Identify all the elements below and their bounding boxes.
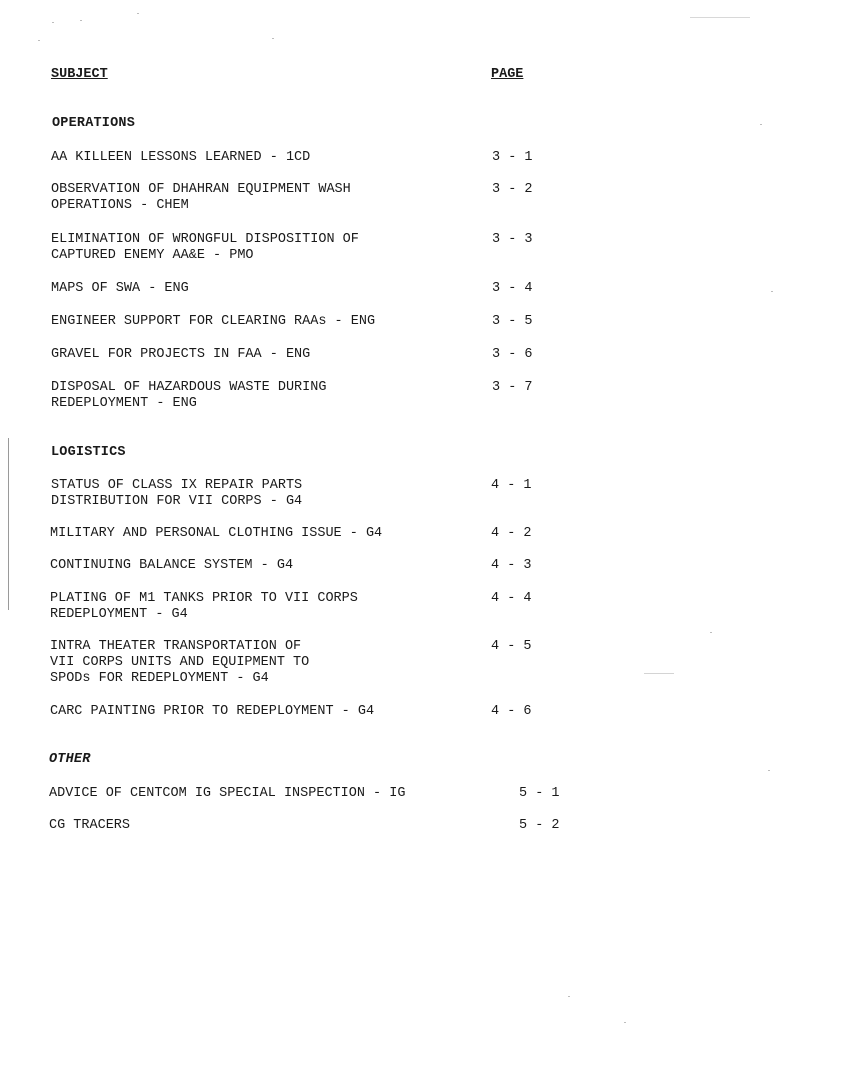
entry-page: 3 - 1 bbox=[492, 150, 533, 165]
entry-subject: STATUS OF CLASS IX REPAIR PARTS DISTRIBUTION FOR VII CORPS - G4 bbox=[51, 478, 303, 509]
scan-speck bbox=[644, 673, 674, 674]
page-column-header: PAGE bbox=[491, 67, 524, 82]
entry-page: 5 - 1 bbox=[519, 786, 560, 801]
scan-speck bbox=[137, 13, 139, 14]
entry-subject: AA KILLEEN LESSONS LEARNED - 1CD bbox=[51, 150, 311, 165]
entry-page: 5 - 2 bbox=[519, 818, 560, 833]
entry-subject: CARC PAINTING PRIOR TO REDEPLOYMENT - G4 bbox=[50, 704, 375, 719]
scan-speck bbox=[690, 17, 750, 18]
entry-subject: MAPS OF SWA - ENG bbox=[51, 281, 189, 296]
scan-speck bbox=[80, 20, 82, 21]
entry-page: 4 - 6 bbox=[491, 704, 532, 719]
section-title-operations: OPERATIONS bbox=[52, 116, 136, 131]
scan-speck bbox=[624, 1022, 626, 1023]
entry-subject: PLATING OF M1 TANKS PRIOR TO VII CORPS REDEPLOYMENT - G4 bbox=[50, 591, 358, 622]
scan-speck bbox=[760, 124, 762, 125]
entry-page: 3 - 6 bbox=[492, 347, 533, 362]
scan-speck bbox=[38, 40, 40, 41]
scan-speck bbox=[768, 770, 770, 771]
entry-subject: GRAVEL FOR PROJECTS IN FAA - ENG bbox=[51, 347, 311, 362]
entry-subject: ELIMINATION OF WRONGFUL DISPOSITION OF CAPTURED ENEMY AA&E - PMO bbox=[51, 232, 359, 263]
entry-page: 4 - 4 bbox=[491, 591, 532, 606]
section-title-other: OTHER bbox=[49, 752, 91, 767]
entry-page: 4 - 3 bbox=[491, 558, 532, 573]
entry-page: 4 - 1 bbox=[491, 478, 532, 493]
scan-speck bbox=[52, 22, 54, 23]
entry-subject: OBSERVATION OF DHAHRAN EQUIPMENT WASH OPERATIONS - CHEM bbox=[51, 182, 351, 213]
entry-subject: DISPOSAL OF HAZARDOUS WASTE DURING REDEPLOYMENT - ENG bbox=[51, 380, 327, 411]
scan-speck bbox=[771, 291, 773, 292]
entry-subject: MILITARY AND PERSONAL CLOTHING ISSUE - G4 bbox=[50, 526, 383, 541]
scan-speck bbox=[272, 38, 274, 39]
entry-subject: INTRA THEATER TRANSPORTATION OF VII CORPS UNITS AND EQUIPMENT TO SPODs FOR REDEPLOYMENT - G4 bbox=[50, 639, 310, 686]
entry-page: 3 - 5 bbox=[492, 314, 533, 329]
scan-speck bbox=[568, 996, 570, 997]
entry-subject: CONTINUING BALANCE SYSTEM - G4 bbox=[50, 558, 294, 573]
entry-subject: ENGINEER SUPPORT FOR CLEARING RAAs - ENG bbox=[51, 314, 376, 329]
scan-speck bbox=[710, 632, 712, 633]
entry-page: 4 - 5 bbox=[491, 639, 532, 654]
entry-page: 3 - 3 bbox=[492, 232, 533, 247]
entry-page: 4 - 2 bbox=[491, 526, 532, 541]
margin-rule bbox=[8, 438, 9, 610]
entry-page: 3 - 4 bbox=[492, 281, 533, 296]
entry-page: 3 - 7 bbox=[492, 380, 533, 395]
entry-page: 3 - 2 bbox=[492, 182, 533, 197]
entry-subject: CG TRACERS bbox=[49, 818, 131, 833]
subject-column-header: SUBJECT bbox=[51, 67, 108, 82]
section-title-logistics: LOGISTICS bbox=[51, 445, 126, 460]
entry-subject: ADVICE OF CENTCOM IG SPECIAL INSPECTION - IG bbox=[49, 786, 406, 801]
